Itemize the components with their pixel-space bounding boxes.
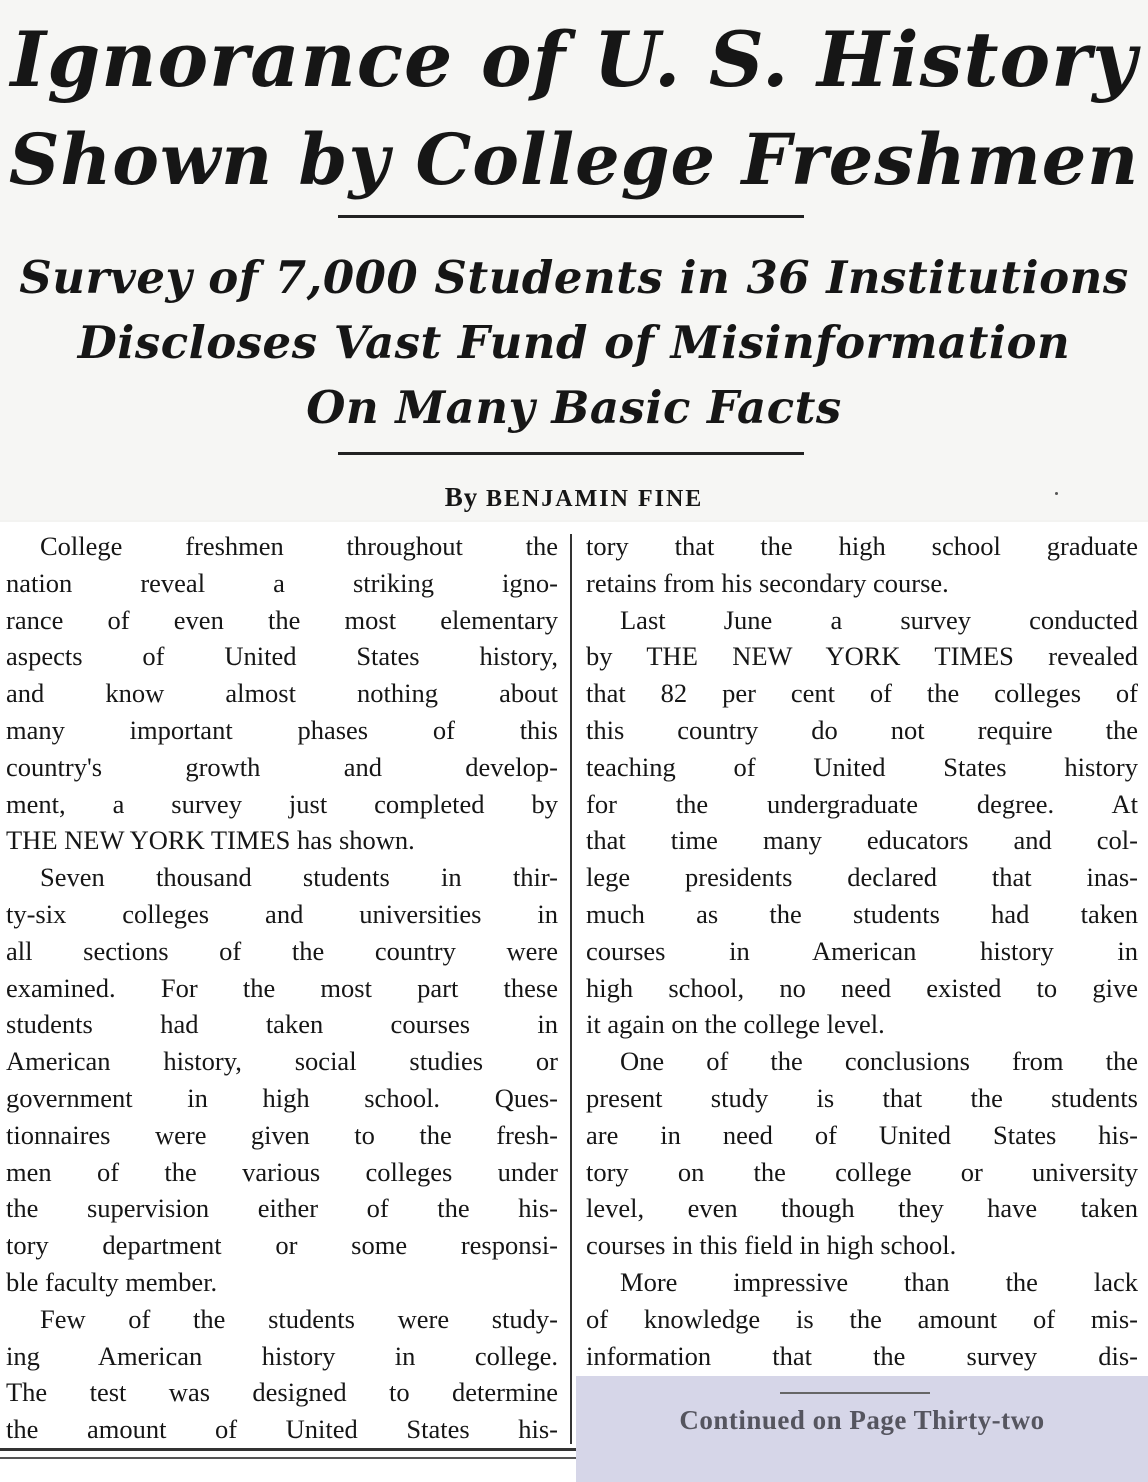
byline (0, 482, 1148, 513)
article-line: present study is that the students (586, 1082, 1138, 1113)
deck-line-2: Discloses Vast Fund of Misinformation (77, 316, 1071, 369)
article-line: Last June a survey conducted (620, 604, 1138, 635)
article-line: Seven thousand students in thir- (40, 862, 558, 893)
article-line: examined. For the most part these (6, 972, 558, 1003)
article-line: and know almost nothing about (6, 678, 558, 709)
article-line: ment, a survey just completed by (6, 788, 558, 819)
article-line: high school, no need existed to give (586, 972, 1138, 1003)
article-line: More impressive than the lack (620, 1266, 1138, 1297)
article-line: courses in this field in high school. (586, 1230, 957, 1261)
bottom-rule (0, 1448, 576, 1451)
continued-jump-line[interactable]: Continued on Page Thirty-two (679, 1405, 1045, 1435)
article-line: ble faculty member. (6, 1266, 218, 1297)
article-line: lege presidents declared that inas- (586, 862, 1138, 893)
headline-rule (338, 215, 804, 218)
deck-rule (338, 452, 804, 455)
headline (0, 10, 1148, 210)
article-line: ing American history in college. (6, 1340, 558, 1371)
article-line: nation reveal a striking igno- (6, 567, 558, 598)
article-line: Few of the students were study- (40, 1303, 558, 1334)
article-line: are in need of United States his- (586, 1119, 1138, 1150)
article-line: THE NEW YORK TIMES has shown. (6, 825, 415, 856)
print-speck (1055, 492, 1058, 495)
article-line: of knowledge is the amount of mis- (586, 1303, 1138, 1334)
article-line: rance of even the most elementary (6, 604, 558, 635)
article-line: tionnaires were given to the fresh- (6, 1119, 558, 1150)
article-line: the supervision either of the his- (6, 1193, 558, 1224)
byline-author: BENJAMIN FINE (485, 486, 704, 512)
article-line: American history, social studies or (6, 1046, 558, 1077)
article-line: government in high school. Ques- (6, 1082, 558, 1113)
headline-line-1: Ignorance of U. S. History (10, 15, 1138, 104)
article-line: students had taken courses in (6, 1009, 558, 1040)
byline-prefix: By (444, 482, 479, 512)
article-line: for the undergraduate degree. At (586, 788, 1138, 819)
subheadline-deck (0, 245, 1148, 440)
article-line: level, even though they have taken (586, 1193, 1138, 1224)
article-column-left (6, 528, 558, 1448)
article-line: teaching of United States history (586, 751, 1138, 782)
article-line: country's growth and develop- (6, 751, 558, 782)
headline-line-2: Shown by College Freshmen (8, 118, 1140, 201)
article-line: One of the conclusions from the (620, 1046, 1138, 1077)
article-line: The test was designed to determine (6, 1377, 558, 1408)
article-line: retains from his secondary course. (586, 567, 949, 598)
article-line: by THE NEW YORK TIMES revealed (586, 641, 1138, 672)
article-line: all sections of the country were (6, 935, 558, 966)
article-line: that 82 per cent of the colleges of (586, 678, 1138, 709)
article-line: tory that the high school graduate (586, 531, 1138, 561)
bottom-rule-thin (0, 1457, 576, 1459)
article-line: many important phases of this (6, 714, 558, 745)
article-line: tory on the college or university (586, 1156, 1138, 1187)
article-line: much as the students had taken (586, 898, 1138, 929)
jump-rule (780, 1392, 930, 1394)
deck-line-1: Survey of 7,000 Students in 36 Institutions (19, 251, 1129, 304)
article-line: College freshmen throughout the (40, 531, 558, 561)
article-line: that time many educators and col- (586, 825, 1138, 856)
article-line: this country do not require the (586, 714, 1138, 745)
article-line: men of the various colleges under (6, 1156, 558, 1187)
article-line: the amount of United States his- (6, 1414, 558, 1445)
article-line: it again on the college level. (586, 1009, 885, 1040)
article-line: tory department or some responsi- (6, 1230, 558, 1261)
article-line: ty-six colleges and universities in (6, 898, 558, 929)
article-line: courses in American history in (586, 935, 1138, 966)
column-divider (570, 534, 572, 1444)
deck-line-3: On Many Basic Facts (306, 381, 842, 434)
article-line: information that the survey dis- (586, 1340, 1138, 1371)
article-line: aspects of United States history, (6, 641, 558, 672)
article-column-right (586, 528, 1138, 1374)
